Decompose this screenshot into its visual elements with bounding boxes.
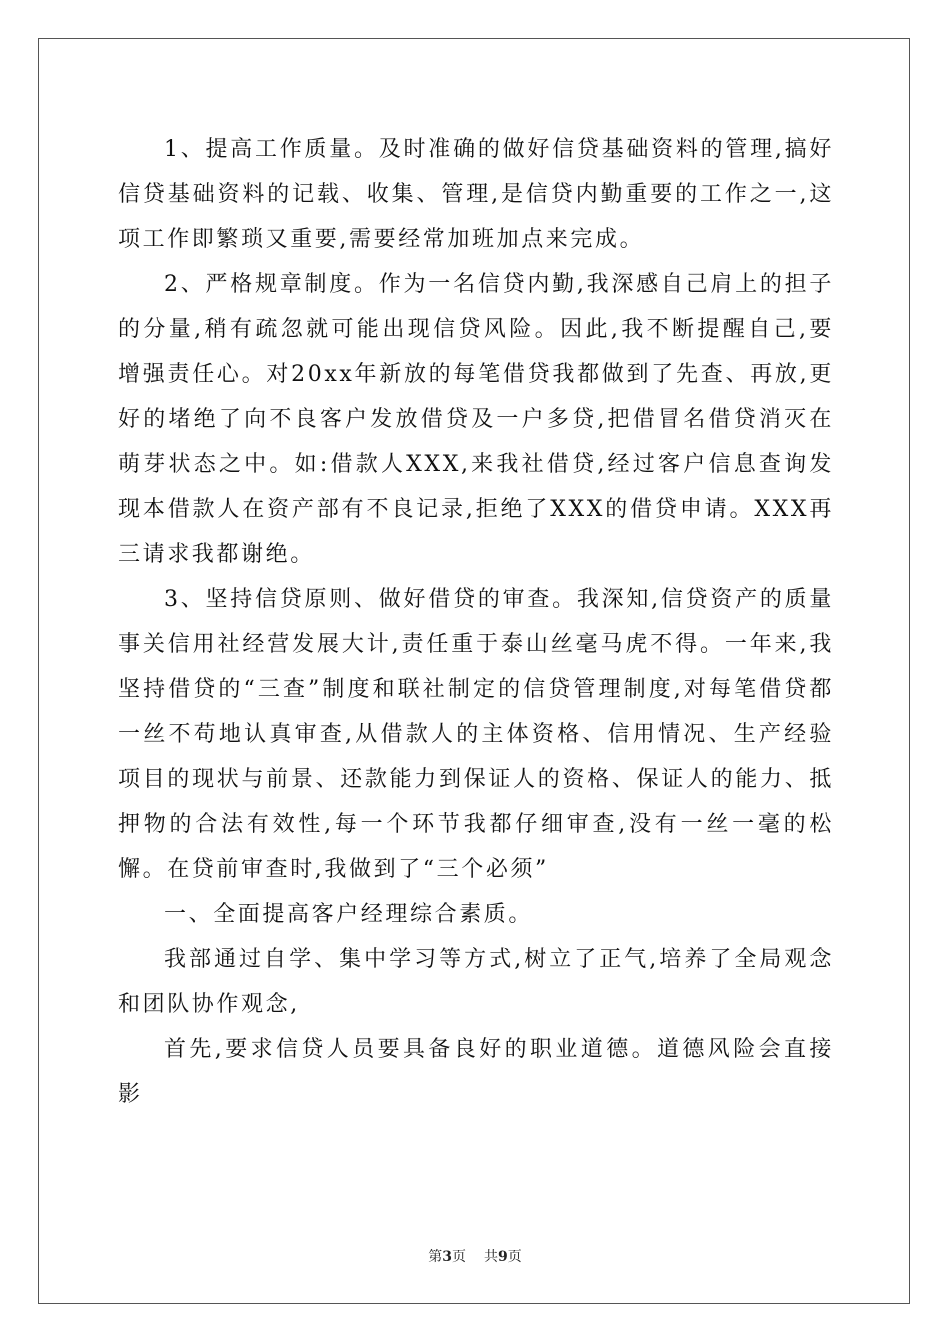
- paragraph-6: 首先,要求信贷人员要具备良好的职业道德。道德风险会直接影: [118, 1037, 834, 1107]
- page-footer: [0, 1246, 950, 1266]
- paragraph-4: 一、全面提高客户经理综合素质。: [164, 902, 534, 927]
- paragraph-1: 1、提高工作质量。及时准确的做好信贷基础资料的管理,搞好信贷基础资料的记载、收集、管理,是信贷内勤重要的工作之一,这项工作即繁琐又重要,需要经常加班加点来完成。: [118, 137, 834, 252]
- paragraph-2: 2、严格规章制度。作为一名信贷内勤,我深感自己肩上的担子的分量,稍有疏忽就可能出现信贷风险。因此,我不断提醒自己,要增强责任心。对20xx年新放的每笔借贷我都做到了先查、再放,更好的堵绝了向不良客户发放借贷及一户多贷,把借冒名借贷消灭在萌芽状态之中。如:借款人XXX,来我社借贷,经过客户信息查询发现本借款人在资产部有不良记录,拒绝了XXX的借贷申请。XXX再三请求我都谢绝。: [118, 272, 834, 567]
- document-body: [118, 127, 834, 1117]
- paragraph-3: 3、坚持信贷原则、做好借贷的审查。我深知,信贷资产的质量事关信用社经营发展大计,责任重于泰山丝毫马虎不得。一年来,我坚持借贷的“三查”制度和联社制定的信贷管理制度,对每笔借贷都一丝不苟地认真审查,从借款人的主体资格、信用情况、生产经验项目的现状与前景、还款能力到保证人的资格、保证人的能力、抵押物的合法有效性,每一个环节我都仔细审查,没有一丝一毫的松懈。在贷前审查时,我做到了“三个必须”: [118, 587, 834, 882]
- page-total: 9: [498, 1249, 508, 1265]
- page-unit: 页: [452, 1249, 466, 1265]
- paragraph-5: 我部通过自学、集中学习等方式,树立了正气,培养了全局观念和团队协作观念,: [118, 947, 834, 1017]
- page-prefix: 第: [428, 1249, 443, 1265]
- page-current: 3: [442, 1249, 452, 1265]
- total-prefix: 共: [484, 1249, 498, 1265]
- total-unit: 页: [507, 1249, 522, 1265]
